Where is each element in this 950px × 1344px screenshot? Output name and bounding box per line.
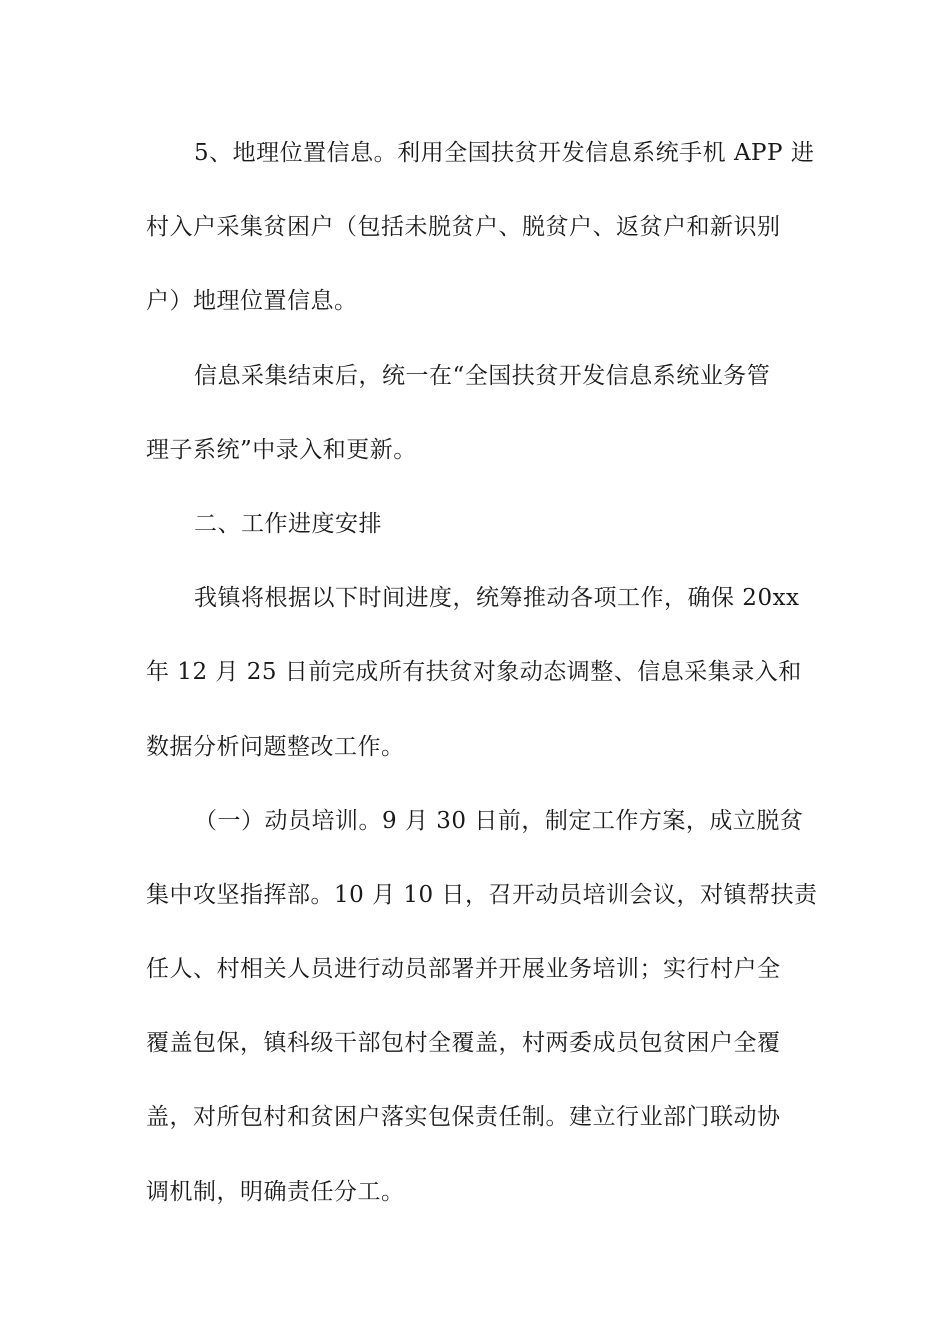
document-body bbox=[146, 116, 818, 1229]
text-line: 覆盖包保，镇科级干部包村全覆盖，村两委成员包贫困户全覆 bbox=[146, 1030, 781, 1057]
text-line: 任人、村相关人员进行动员部署并开展业务培训；实行村户全 bbox=[146, 956, 781, 983]
section-title: 二、工作进度安排 bbox=[194, 510, 382, 537]
text-line: 年 12 月 25 日前完成所有扶贫对象动态调整、信息采集录入和 bbox=[146, 659, 802, 686]
text-line: 村入户采集贫困户（包括未脱贫户、脱贫户、返贫户和新识别 bbox=[146, 214, 781, 241]
text-line: 户）地理位置信息。 bbox=[146, 288, 358, 315]
paragraph-data-entry bbox=[146, 339, 810, 487]
text-line: 集中攻坚指挥部。10 月 10 日，召开动员培训会议，对镇帮扶责 bbox=[146, 881, 818, 908]
paragraph-location-info bbox=[146, 116, 815, 339]
section-heading bbox=[146, 487, 810, 561]
text-line: （一）动员培训。9 月 30 日前，制定工作方案，成立脱贫 bbox=[194, 807, 804, 834]
text-line: 数据分析问题整改工作。 bbox=[146, 733, 405, 760]
text-line: 调机制，明确责任分工。 bbox=[146, 1178, 405, 1205]
paragraph-mobilization-training bbox=[146, 784, 818, 1229]
text-line: 信息采集结束后，统一在“全国扶贫开发信息系统业务管 bbox=[194, 362, 771, 389]
text-line: 我镇将根据以下时间进度，统筹推动各项工作，确保 20xx bbox=[194, 585, 800, 612]
text-line: 理子系统”中录入和更新。 bbox=[146, 436, 417, 463]
text-line: 5、地理位置信息。利用全国扶贫开发信息系统手机 APP 进 bbox=[194, 140, 815, 166]
paragraph-schedule bbox=[146, 561, 810, 784]
text-line: 盖，对所包村和贫困户落实包保责任制。建立行业部门联动协 bbox=[146, 1104, 781, 1131]
